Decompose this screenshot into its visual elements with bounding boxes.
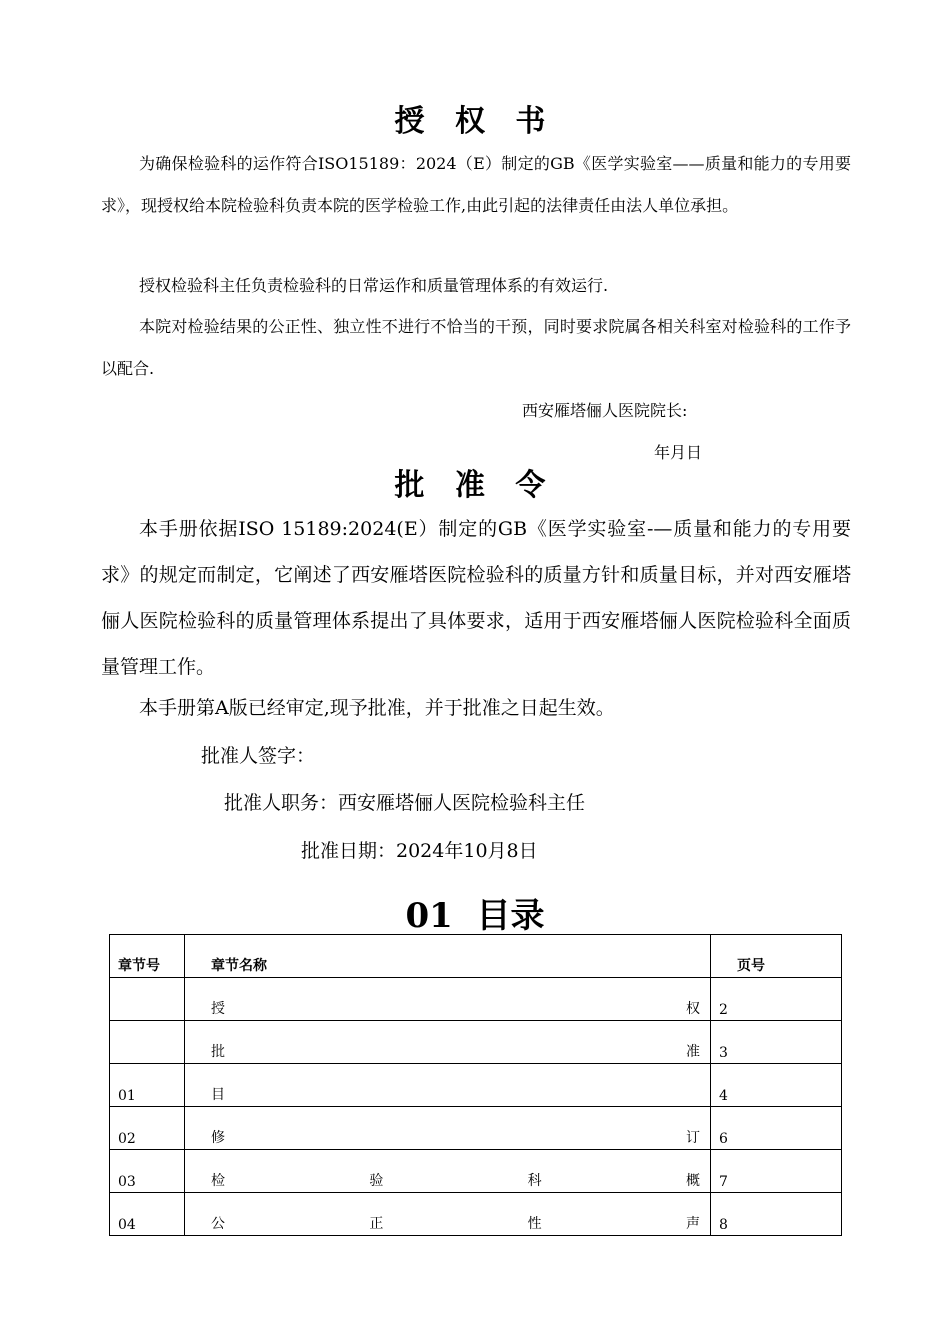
toc-name-char: 批 — [211, 1044, 225, 1060]
toc-page: 6 — [711, 1107, 842, 1150]
toc-name-char: 公 — [211, 1216, 225, 1232]
approval-signature: 批准人签字： — [201, 745, 316, 767]
approval-position: 批准人职务：西安雁塔俪人医院检验科主任 — [224, 792, 586, 814]
toc-chapter-name — [185, 1064, 711, 1107]
table-row — [110, 1107, 842, 1150]
toc-chapter-no: 01 — [110, 1064, 185, 1107]
toc-table — [109, 934, 842, 1236]
approval-paragraph-1: 本手册依据ISO 15189:2024(E）制定的GB《医学实验室-—质量和能力的专用要求》的规定而制定，它阐述了西安雁塔医院检验科的质量方针和质量目标，并对西安雁塔俪人医院检验科的质量管理体系提出了具体要求，适用于西安雁塔俪人医院检验科全面质量管理工作。 — [101, 518, 851, 678]
authorization-paragraph-3: 本院对检验结果的公正性、独立性不进行不恰当的干预，同时要求院属各相关科室对检验科的工作予以配合. — [101, 317, 851, 378]
toc-title: 01 目录 — [405, 896, 545, 936]
toc-name-char: 正 — [369, 1216, 384, 1232]
toc-chapter-name — [185, 978, 711, 1021]
approval-title: 批 准 令 — [394, 468, 556, 503]
toc-page: 2 — [711, 978, 842, 1021]
approval-paragraph-2: 本手册第A版已经审定,现予批准，并于批准之日起生效。 — [139, 697, 615, 719]
toc-chapter-name — [185, 1107, 711, 1150]
toc-header-row — [110, 935, 842, 978]
toc-chapter-no — [110, 978, 185, 1021]
table-row — [110, 1193, 842, 1236]
toc-chapter-name — [185, 1150, 711, 1193]
toc-name-char: 概 — [685, 1173, 700, 1189]
toc-name-char: 修 — [211, 1130, 225, 1146]
toc-name-char: 订 — [686, 1130, 700, 1146]
authorization-signer: 西安雁塔俪人医院院长: — [522, 401, 688, 420]
toc-chapter-no — [110, 1021, 185, 1064]
authorization-title: 授 权 书 — [394, 104, 556, 139]
toc-chapter-no: 04 — [110, 1193, 185, 1236]
toc-page: 7 — [711, 1150, 842, 1193]
toc-header-chapter-no: 章节号 — [110, 935, 185, 978]
toc-name-char: 权 — [686, 1001, 700, 1017]
toc-page: 4 — [711, 1064, 842, 1107]
toc-header-chapter-name: 章节名称 — [185, 935, 711, 978]
authorization-paragraph-2: 授权检验科主任负责检验科的日常运作和质量管理体系的有效运行. — [139, 276, 609, 295]
toc-name-char: 声 — [685, 1216, 700, 1232]
table-row — [110, 1064, 842, 1107]
toc-page: 8 — [711, 1193, 842, 1236]
toc-name-char: 准 — [686, 1044, 700, 1060]
toc-chapter-name — [185, 1193, 711, 1236]
approval-date: 批准日期：2024年10月8日 — [301, 840, 538, 862]
table-row — [110, 1021, 842, 1064]
toc-chapter-name — [185, 1021, 711, 1064]
table-row — [110, 1150, 842, 1193]
toc-page: 3 — [711, 1021, 842, 1064]
toc-name-char: 授 — [211, 1001, 225, 1017]
authorization-date: 年月日 — [654, 443, 703, 462]
toc-name-char: 检 — [211, 1173, 225, 1189]
toc-chapter-no: 03 — [110, 1150, 185, 1193]
table-row — [110, 978, 842, 1021]
toc-chapter-no: 02 — [110, 1107, 185, 1150]
toc-name-char: 科 — [527, 1173, 542, 1189]
toc-name-char: 性 — [527, 1216, 542, 1232]
toc-name-char: 验 — [369, 1173, 384, 1189]
toc-header-page: 页号 — [711, 935, 842, 978]
authorization-paragraph-1: 为确保检验科的运作符合ISO15189：2024（E）制定的GB《医学实验室——质量和能力的专用要求》，现授权给本院检验科负责本院的医学检验工作,由此引起的法律责任由法人单位承担。 — [101, 154, 851, 215]
toc-name-char: 目 — [211, 1087, 225, 1103]
